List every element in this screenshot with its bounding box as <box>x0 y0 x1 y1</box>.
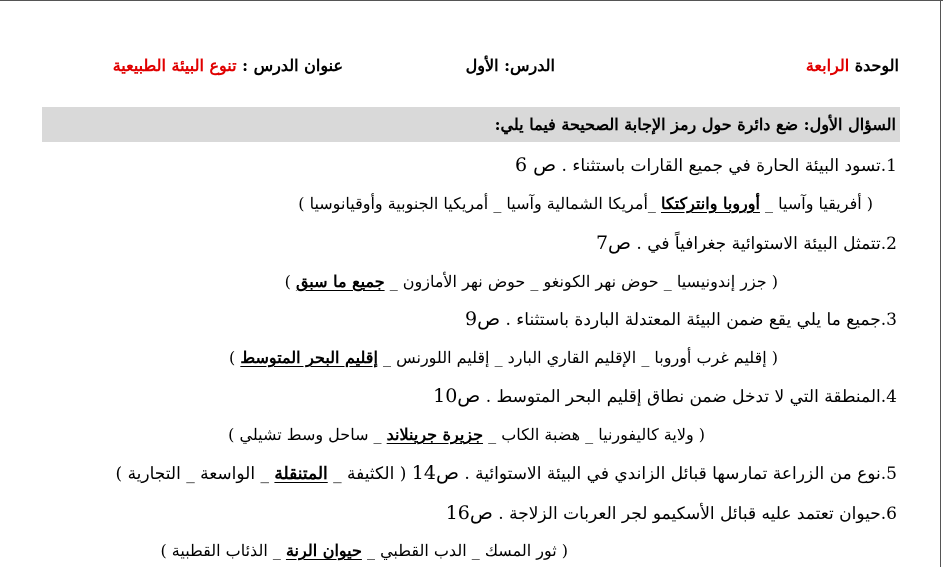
item-4-stem-text: 4.المنطقة التي لا تدخل ضمن نطاق إقليم البحر المتوسط . <box>485 387 897 407</box>
right-border <box>940 0 941 567</box>
unit-value: الرابعة <box>805 56 850 75</box>
item-4-answer: جزيرة جرينلاند <box>386 425 484 444</box>
question-heading-band <box>42 107 900 142</box>
item-1-stem-text: 1.تسود البيئة الحارة في جميع القارات باستثناء . <box>561 156 897 176</box>
item-2-options-before: ( جزر إندونيسيا _ حوض نهر الكونغو _ حوض نهر الأمازون _ <box>389 272 778 291</box>
item-4-options <box>228 420 705 450</box>
lesson-title-header <box>113 53 343 79</box>
item-1-options-before: ( أفريقيا وآسيا _ <box>765 194 873 213</box>
item-2-stem-text: 2.تتمثل البيئة الاستوائية جغرافياً في . <box>636 234 897 254</box>
lesson-value: الأول <box>465 56 499 75</box>
item-2-answer: جميع ما سبق <box>295 272 385 291</box>
lesson-title-value: تنوع البيئة الطبيعية <box>112 56 237 75</box>
unit-header <box>806 53 899 79</box>
item-3-page: ص9 <box>465 308 501 330</box>
item-5-page: ص14 <box>411 462 459 484</box>
item-4-page: ص10 <box>433 385 481 407</box>
item-1-answer: أوروبا وانتركتكا <box>660 194 760 213</box>
item-3-stem-text: 3.جميع ما يلي يقع ضمن البيئة المعتدلة الباردة باستثناء . <box>505 310 897 330</box>
item-2-options <box>285 267 778 297</box>
item-1-stem <box>515 150 897 180</box>
top-border <box>0 0 943 1</box>
item-5-stem <box>116 458 897 488</box>
item-5-options-after: _ الواسعة _ التجارية ) <box>115 464 269 484</box>
item-5-options-before: ( الكثيفة _ <box>333 464 407 484</box>
item-6-options-before: ( ثور المسك _ الدب القطبي _ <box>366 541 568 560</box>
item-2-stem <box>596 228 897 258</box>
item-2-page: ص7 <box>595 232 632 254</box>
item-6-options-after: _ الذئاب القطبية ) <box>160 541 281 560</box>
lesson-title-label: عنوان الدرس : <box>242 56 343 75</box>
item-1-page: ص 6 <box>515 154 557 176</box>
item-4-stem <box>433 381 897 411</box>
lesson-label: الدرس: <box>504 56 555 75</box>
item-3-options <box>229 343 778 373</box>
item-6-answer: حيوان الرنة <box>285 541 362 560</box>
item-3-options-before: ( إقليم غرب أوروبا _ الإقليم القاري البارد _ إقليم اللورنس _ <box>383 348 778 367</box>
item-3-stem <box>465 304 897 334</box>
item-1-options-after: _أمريكا الشمالية وآسيا _ أمريكيا الجنوبية وأوقيانوسيا ) <box>298 194 656 213</box>
item-2-options-after: ) <box>284 272 291 291</box>
lesson-header <box>466 53 555 79</box>
item-5-answer: المتنقلة <box>274 464 328 484</box>
item-4-options-before: ( ولاية كاليفورنيا _ هضبة الكاب _ <box>488 425 705 444</box>
unit-label: الوحدة <box>854 56 899 75</box>
item-4-options-after: _ ساحل وسط تشيلي ) <box>228 425 382 444</box>
item-3-answer: إقليم البحر المتوسط <box>240 348 378 367</box>
item-6-stem-text: 6.حيوان تعتمد عليه قبائل الأسكيمو لجر العربات الزلاجة . <box>498 504 897 524</box>
item-6-options <box>160 536 568 566</box>
item-1-options <box>298 189 873 219</box>
question-heading: السؤال الأول: ضع دائرة حول رمز الإجابة الصحيحة فيما يلي: <box>494 115 896 134</box>
item-6-page: ص16 <box>445 502 493 524</box>
item-6-stem <box>446 498 897 528</box>
item-5-stem-text: 5.نوع من الزراعة تمارسها قبائل الزاندي في البيئة الاستوائية . <box>464 464 897 484</box>
item-3-options-after: ) <box>228 348 236 367</box>
